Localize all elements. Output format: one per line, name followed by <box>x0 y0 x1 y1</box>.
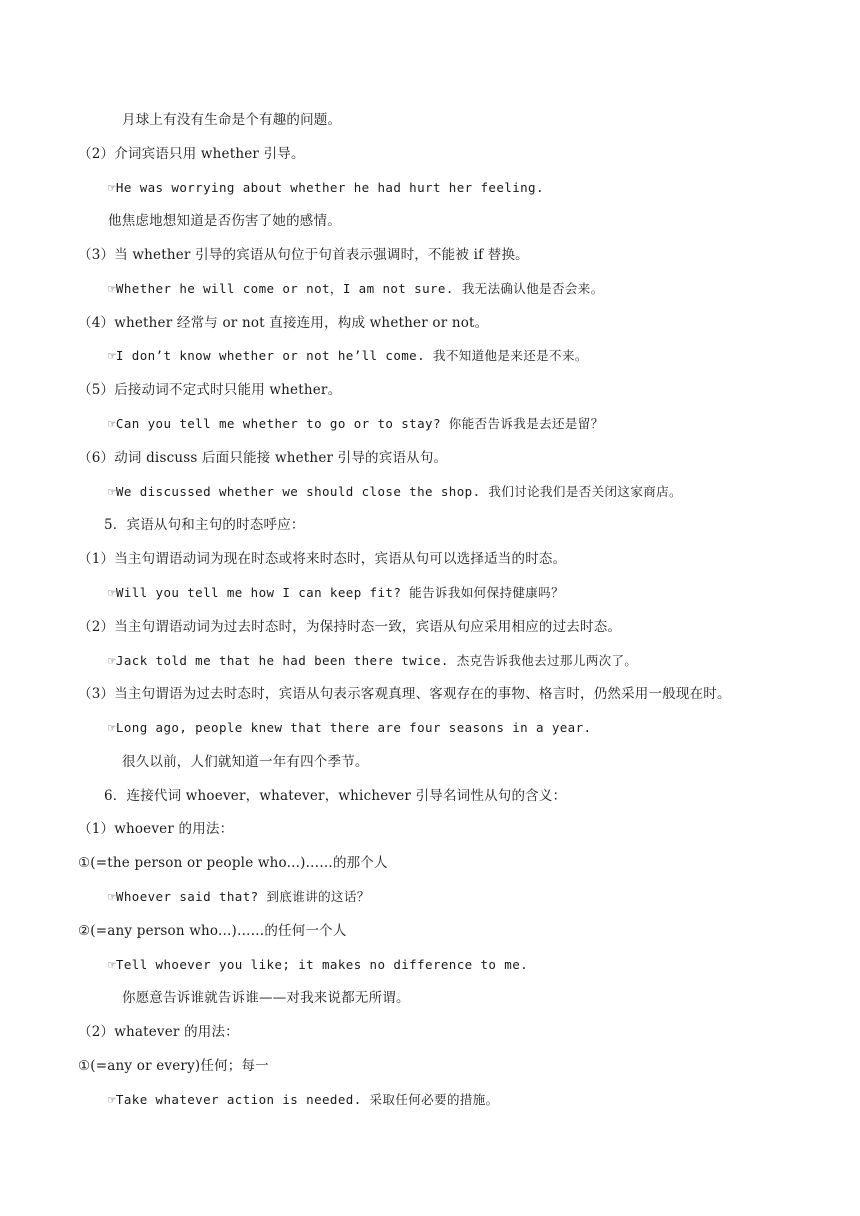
rule-heading: （2）whatever 的用法： <box>78 1024 239 1040</box>
translation-line: 很久以前，人们就知道一年有四个季节。 <box>122 754 369 770</box>
translation-line: 你愿意告诉谁就告诉谁——对我来说都无所谓。 <box>122 990 410 1006</box>
example-sentence: ☞Will you tell me how I can keep fit? 能告诉我如何保持健康吗？ <box>108 585 564 600</box>
example-sentence: ☞Jack told me that he had been there twice. 杰克告诉我他去过那儿两次了。 <box>108 653 638 668</box>
translation-line: 他焦虑地想知道是否伤害了她的感情。 <box>108 213 341 229</box>
example-sentence: ☞He was worrying about whether he had hurt her feeling. <box>108 180 544 195</box>
rule-heading: （1）当主句谓语动词为现在时态或将来时态时，宾语从句可以选择适当的时态。 <box>78 551 567 567</box>
example-sentence: ☞Take whatever action is needed. 采取任何必要的措施。 <box>108 1092 499 1107</box>
section-heading: 5．宾语从句和主句的时态呼应： <box>104 517 305 533</box>
rule-heading: （2）介词宾语只用 whether 引导。 <box>78 146 305 162</box>
rule-heading: （4）whether 经常与 or not 直接连用，构成 whether or not。 <box>78 315 489 331</box>
rule-heading: （3）当主句谓语为过去时态时，宾语从句表示客观真理、客观存在的事物、格言时，仍然采用一般现在时。 <box>78 686 731 702</box>
example-sentence: ☞I don’t know whether or not he’ll come. 我不知道他是来还是不来。 <box>108 348 588 363</box>
example-sentence: ☞We discussed whether we should close the shop. 我们讨论我们是否关闭这家商店。 <box>108 484 682 499</box>
translation-line: 月球上有没有生命是个有趣的问题。 <box>122 112 342 128</box>
rule-heading: （6）动词 discuss 后面只能接 whether 引导的宾语从句。 <box>78 450 448 466</box>
example-sentence: ☞Can you tell me whether to go or to stay? 你能否告诉我是去还是留？ <box>108 416 604 431</box>
rule-heading: ②(=any person who...)……的任何一个人 <box>78 923 347 939</box>
rule-heading: （3）当 whether 引导的宾语从句位于句首表示强调时，不能被 if 替换。 <box>78 247 529 263</box>
example-sentence: ☞Tell whoever you like; it makes no difference to me. <box>108 957 529 972</box>
example-sentence: ☞Whoever said that? 到底谁讲的这话？ <box>108 889 370 904</box>
example-sentence: ☞Whether he will come or not，I am not sure. 我无法确认他是否会来。 <box>108 281 604 296</box>
rule-heading: （5）后接动词不定式时只能用 whether。 <box>78 382 342 398</box>
rule-heading: （2）当主句谓语动词为过去时态时，为保持时态一致，宾语从句应采用相应的过去时态。 <box>78 619 622 635</box>
section-heading: 6．连接代词 whoever，whatever，whichever 引导名词性从句的含义： <box>104 788 567 804</box>
rule-heading: ①(=any or every)任何；每一 <box>78 1058 269 1074</box>
rule-heading: （1）whoever 的用法： <box>78 821 234 837</box>
rule-heading: ①(=the person or people who...)……的那个人 <box>78 855 388 871</box>
example-sentence: ☞Long ago, people knew that there are four seasons in a year. <box>108 720 592 735</box>
